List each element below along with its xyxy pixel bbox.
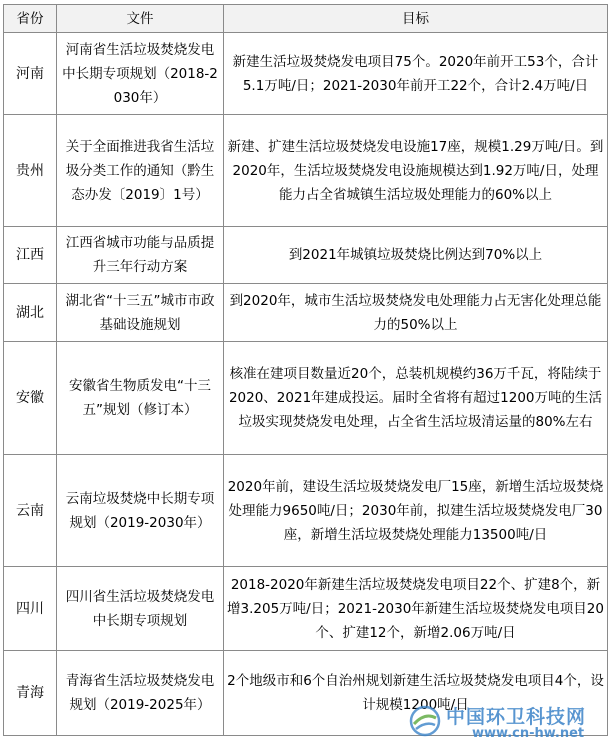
target-cell: 2个地级市和6个自治州规划新建生活垃圾焚烧发电项目4个，设计规模1200吨/日 [224, 651, 608, 736]
header-province: 省份 [4, 5, 57, 33]
document-cell: 关于全面推进我省生活垃圾分类工作的通知（黔生态办发〔2019〕1号） [57, 115, 224, 227]
province-cell: 青海 [4, 651, 57, 736]
policy-table [3, 4, 608, 736]
table-row [4, 115, 608, 227]
table-row [4, 284, 608, 342]
province-cell: 云南 [4, 455, 57, 567]
province-cell: 河南 [4, 33, 57, 115]
province-cell: 贵州 [4, 115, 57, 227]
document-cell: 青海省生活垃圾焚烧发电规划（2019-2025年） [57, 651, 224, 736]
province-cell: 四川 [4, 567, 57, 651]
globe-logo-icon [408, 704, 442, 738]
document-cell: 河南省生活垃圾焚烧发电中长期专项规划（2018-2030年） [57, 33, 224, 115]
table-row [4, 455, 608, 567]
document-cell: 四川省生活垃圾焚烧发电中长期专项规划 [57, 567, 224, 651]
document-cell: 江西省城市功能与品质提升三年行动方案 [57, 227, 224, 284]
target-cell: 到2021年城镇垃圾焚烧比例达到70%以上 [224, 227, 608, 284]
target-cell: 到2020年，城市生活垃圾焚烧发电处理能力占无害化处理总能力的50%以上 [224, 284, 608, 342]
watermark-title: 中国环卫科技网 [446, 706, 587, 728]
target-cell: 新建生活垃圾焚烧发电项目75个。2020年前开工53个，合计5.1万吨/日；2021-2030年前开工22个，合计2.4万吨/日 [224, 33, 608, 115]
table-row [4, 33, 608, 115]
document-cell: 云南垃圾焚烧中长期专项规划（2019-2030年） [57, 455, 224, 567]
target-cell: 2020年前，建设生活垃圾焚烧发电厂15座，新增生活垃圾焚烧处理能力9650吨/日；2030年前，拟建生活垃圾焚烧发电厂30座，新增生活垃圾焚烧处理能力13500吨/日 [224, 455, 608, 567]
province-cell: 安徽 [4, 342, 57, 455]
header-document: 文件 [57, 5, 224, 33]
table-row [4, 567, 608, 651]
watermark-url: www.cn-hw.net [472, 726, 585, 741]
province-cell: 湖北 [4, 284, 57, 342]
header-target: 目标 [224, 5, 608, 33]
target-cell: 核准在建项目数量近20个，总装机规模约36万千瓦，将陆续于2020、2021年建成投运。届时全省将有超过1200万吨的生活垃圾实现焚烧发电处理，占全省生活垃圾清运量的80%左右 [224, 342, 608, 455]
table-row [4, 227, 608, 284]
target-cell: 新建、扩建生活垃圾焚烧发电设施17座，规模1.29万吨/日。到2020年，生活垃圾焚烧发电设施规模达到1.92万吨/日，处理能力占全省城镇生活垃圾处理能力的60%以上 [224, 115, 608, 227]
document-cell: 湖北省“十三五”城市市政基础设施规划 [57, 284, 224, 342]
province-cell: 江西 [4, 227, 57, 284]
document-cell: 安徽省生物质发电“十三五”规划（修订本） [57, 342, 224, 455]
table-row [4, 342, 608, 455]
header-row [4, 5, 608, 33]
watermark [408, 700, 608, 746]
target-cell: 2018-2020年新建生活垃圾焚烧发电项目22个、扩建8个，新增3.205万吨/日；2021-2030年新建生活垃圾焚烧发电项目20个、扩建12个，新增2.06万吨/日 [224, 567, 608, 651]
